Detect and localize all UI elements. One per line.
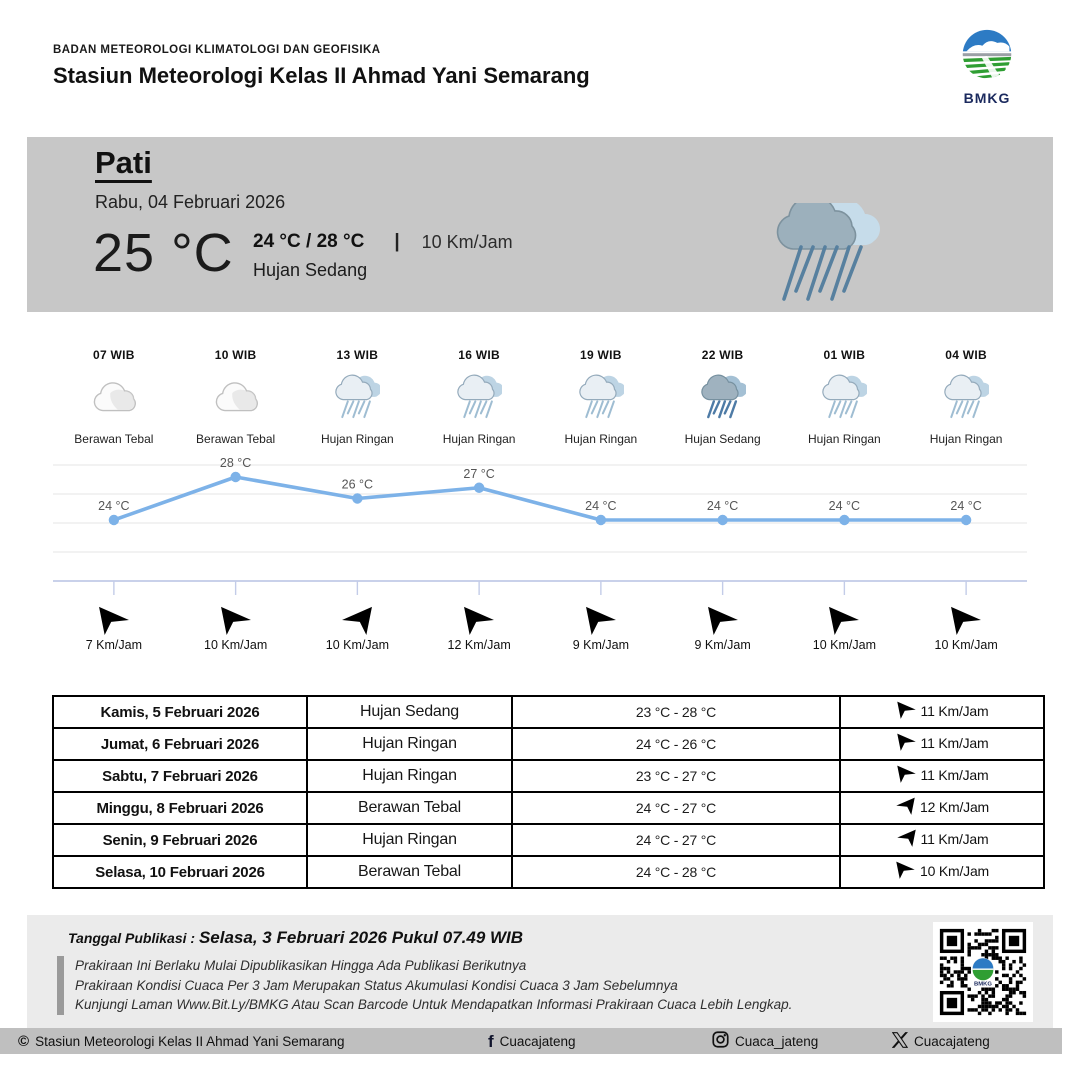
forecast-condition: Hujan Ringan: [321, 432, 394, 446]
forecast-condition: Hujan Sedang: [684, 432, 761, 446]
weather-icon-hujan-sedang: [662, 368, 784, 430]
weather-icon-berawan-tebal: [175, 368, 297, 430]
copyright-icon: ©: [18, 1032, 30, 1050]
publication-label: Tanggal Publikasi :: [68, 930, 199, 946]
weather-icon-hujan-ringan: [905, 368, 1027, 430]
wind-direction-right-icon: [896, 765, 917, 783]
wind-direction-right-icon: [896, 701, 917, 719]
daily-wind-speed: 12 Km/Jam: [920, 798, 989, 815]
wind-forecast-item: [784, 602, 906, 652]
x-label: Cuacajateng: [914, 1033, 990, 1049]
wind-forecast-item: [540, 602, 662, 652]
daily-wind: [840, 824, 1044, 856]
wind-speed-label: 7 Km/Jam: [85, 638, 142, 652]
daily-wind: [840, 728, 1044, 760]
hourly-forecast-item: [297, 348, 419, 446]
wind-direction-left-icon: [340, 606, 374, 636]
hourly-forecast-strip: [53, 348, 1027, 446]
svg-text:BMKG: BMKG: [974, 981, 992, 988]
wind-direction-left-icon: [895, 797, 916, 815]
wind-forecast-item: [297, 602, 419, 652]
wind-speed-label: 10 Km/Jam: [812, 638, 876, 652]
daily-condition: Hujan Ringan: [307, 760, 512, 792]
facebook-handle[interactable]: [488, 1028, 575, 1054]
daily-condition: Berawan Tebal: [307, 856, 512, 888]
daily-forecast-table: [52, 695, 1045, 889]
hourly-forecast-item: [53, 348, 175, 446]
daily-wind-speed: 11 Km/Jam: [920, 830, 989, 847]
cloud-icon: [213, 382, 259, 415]
forecast-condition: Hujan Ringan: [564, 432, 638, 446]
daily-wind-speed: 10 Km/Jam: [920, 862, 989, 879]
wind-speed-label: 10 Km/Jam: [204, 638, 268, 652]
daily-date: Kamis, 5 Februari 2026: [53, 696, 307, 728]
current-date: Rabu, 04 Februari 2026: [95, 192, 286, 212]
header: [53, 44, 1027, 114]
wind-forecast-item: [662, 602, 784, 652]
rain-cloud-icon: [943, 372, 989, 426]
daily-wind-speed: 11 Km/Jam: [920, 702, 989, 719]
facebook-icon: f: [488, 1031, 494, 1051]
current-condition: Hujan Sedang: [253, 260, 368, 280]
wind-direction-right-icon: [706, 606, 740, 636]
bmkg-logo: [949, 28, 1025, 106]
wind-direction-right-icon: [895, 861, 916, 879]
hourly-forecast-item: [784, 348, 906, 446]
separator: |: [394, 231, 400, 252]
svg-text:24 °C: 24 °C: [828, 499, 861, 513]
wind-speed-label: 9 Km/Jam: [694, 638, 751, 652]
daily-date: Minggu, 8 Februari 2026: [53, 792, 307, 824]
forecast-condition: Berawan Tebal: [196, 432, 276, 446]
svg-text:24 °C: 24 °C: [98, 499, 130, 513]
weather-icon-hujan-ringan: [418, 368, 540, 430]
x-icon: [892, 1032, 908, 1051]
hourly-forecast-item: [418, 348, 540, 446]
wind-direction-right-icon: [219, 606, 253, 636]
forecast-condition: Hujan Ringan: [808, 432, 881, 446]
station-name: Stasiun Meteorologi Kelas II Ahmad Yani Semarang: [53, 63, 590, 88]
daily-temp-range: 24 °C - 28 °C: [512, 856, 840, 888]
wind-direction-right-icon: [949, 606, 983, 636]
social-bar: [0, 1028, 1062, 1054]
daily-wind: [840, 792, 1044, 824]
svg-text:27 °C: 27 °C: [463, 466, 495, 481]
daily-forecast-row: [53, 760, 1044, 792]
copyright-text: Stasiun Meteorologi Kelas II Ahmad Yani Semarang: [35, 1033, 345, 1049]
current-wind-speed: 10 Km/Jam: [421, 231, 513, 252]
wind-direction-right-icon: [896, 733, 917, 751]
current-weather-card: [27, 137, 1053, 312]
wind-forecast-item: [175, 602, 297, 652]
daily-date: Jumat, 6 Februari 2026: [53, 728, 307, 760]
wind-direction-left-icon: [896, 829, 917, 847]
instagram-icon: [712, 1031, 729, 1051]
city-name[interactable]: Pati: [95, 145, 152, 180]
wind-forecast-item: [905, 602, 1027, 652]
daily-temp-range: 24 °C - 26 °C: [512, 728, 840, 760]
wind-speed-label: 12 Km/Jam: [447, 638, 511, 652]
daily-temp-range: 23 °C - 28 °C: [512, 696, 840, 728]
daily-forecast-row: [53, 696, 1044, 728]
daily-temp-range: 24 °C - 27 °C: [512, 824, 840, 856]
temperature-line-chart: [53, 452, 1027, 602]
weather-icon-hujan-ringan: [540, 368, 662, 430]
daily-forecast-row: [53, 856, 1044, 888]
daily-wind: [840, 760, 1044, 792]
forecast-condition: Hujan Ringan: [929, 432, 1003, 446]
temperature-chart-svg: [53, 452, 1027, 602]
forecast-condition: Hujan Ringan: [442, 432, 516, 446]
wind-forecast-item: [418, 602, 540, 652]
forecast-time: 13 WIB: [336, 348, 379, 362]
temp-range: 24 °C / 28 °C: [253, 231, 365, 252]
svg-text:24 °C: 24 °C: [950, 499, 982, 513]
x-handle[interactable]: [892, 1028, 990, 1054]
rain-cloud-icon: [700, 372, 746, 426]
svg-text:24 °C: 24 °C: [706, 499, 739, 513]
wind-direction-right-icon: [584, 606, 618, 636]
hourly-forecast-item: [175, 348, 297, 446]
weather-icon-berawan-tebal: [53, 368, 175, 430]
forecast-time: 04 WIB: [945, 348, 988, 362]
wind-speed-label: 10 Km/Jam: [325, 638, 389, 652]
copyright-line: [18, 1028, 345, 1054]
forecast-condition: Berawan Tebal: [74, 432, 154, 446]
daily-condition: Hujan Sedang: [307, 696, 512, 728]
disclaimer-note: Prakiraan Kondisi Cuaca Per 3 Jam Merupakan Status Akumulasi Kondisi Cuaca 3 Jam Sebelumnya: [75, 977, 678, 993]
daily-forecast-row: [53, 792, 1044, 824]
daily-forecast-row: [53, 824, 1044, 856]
instagram-label: Cuaca_jateng: [735, 1033, 819, 1049]
daily-date: Sabtu, 7 Februari 2026: [53, 760, 307, 792]
rain-cloud-icon: [334, 372, 380, 426]
weather-icon-hujan-ringan: [297, 368, 419, 430]
publication-value: Selasa, 3 Februari 2026 Pukul 07.49 WIB: [198, 928, 524, 947]
wind-direction-right-icon: [462, 606, 496, 636]
daily-wind-speed: 11 Km/Jam: [920, 766, 989, 783]
hourly-wind-strip: [53, 602, 1027, 652]
current-temperature: 25 °C: [93, 223, 234, 283]
daily-forecast-row: [53, 728, 1044, 760]
wind-speed-label: 9 Km/Jam: [572, 638, 629, 652]
rain-cloud-icon: [578, 372, 624, 426]
wind-forecast-item: [53, 602, 175, 652]
instagram-handle[interactable]: [712, 1028, 818, 1054]
forecast-time: 07 WIB: [92, 348, 135, 362]
hourly-forecast-item: [662, 348, 784, 446]
svg-text:24 °C: 24 °C: [585, 499, 617, 513]
forecast-time: 19 WIB: [579, 348, 622, 362]
weather-icon-hujan-ringan: [784, 368, 906, 430]
daily-condition: Berawan Tebal: [307, 792, 512, 824]
disclaimer-notes: [57, 956, 792, 1015]
wind-direction-right-icon: [827, 606, 861, 636]
wind-speed-label: 10 Km/Jam: [934, 638, 998, 652]
hourly-forecast-item: [905, 348, 1027, 446]
qr-code-svg: [933, 922, 1033, 1022]
publication-date: [68, 928, 523, 948]
qr-code: [933, 922, 1033, 1022]
weather-icon-hujan-sedang: [765, 203, 895, 311]
publication-footer: [27, 915, 1053, 1028]
forecast-time: 01 WIB: [823, 348, 866, 362]
forecast-time: 22 WIB: [701, 348, 744, 362]
wind-direction-right-icon: [97, 606, 131, 636]
daily-wind-speed: 11 Km/Jam: [920, 734, 989, 751]
rain-cloud-icon: [821, 372, 867, 426]
disclaimer-note: Prakiraan Ini Berlaku Mulai Dipublikasikan Hingga Ada Publikasi Berikutnya: [75, 958, 527, 973]
cloud-icon: [91, 382, 137, 415]
daily-temp-range: 24 °C - 27 °C: [512, 792, 840, 824]
forecast-time: 10 WIB: [214, 348, 257, 362]
agency-name: BADAN METEOROLOGI KLIMATOLOGI DAN GEOFISIKA: [53, 44, 381, 56]
facebook-label: Cuacajateng: [499, 1033, 576, 1049]
daily-temp-range: 23 °C - 27 °C: [512, 760, 840, 792]
svg-text:28 °C: 28 °C: [219, 456, 252, 470]
bmkg-logo-icon: [959, 28, 1015, 84]
daily-wind: [840, 856, 1044, 888]
daily-date: Selasa, 10 Februari 2026: [53, 856, 307, 888]
svg-text:26 °C: 26 °C: [341, 477, 374, 492]
rain-cloud-icon: [456, 372, 502, 426]
daily-wind: [840, 696, 1044, 728]
daily-condition: Hujan Ringan: [307, 728, 512, 760]
hourly-forecast-item: [540, 348, 662, 446]
forecast-time: 16 WIB: [458, 348, 501, 362]
bmkg-logo-label: BMKG: [963, 90, 1011, 106]
disclaimer-note: Kunjungi Laman Www.Bit.Ly/BMKG Atau Scan Barcode Untuk Mendapatkan Informasi Prakiraan Cuaca Lebih Lengkap.: [75, 997, 793, 1012]
daily-condition: Hujan Ringan: [307, 824, 512, 856]
daily-date: Senin, 9 Februari 2026: [53, 824, 307, 856]
